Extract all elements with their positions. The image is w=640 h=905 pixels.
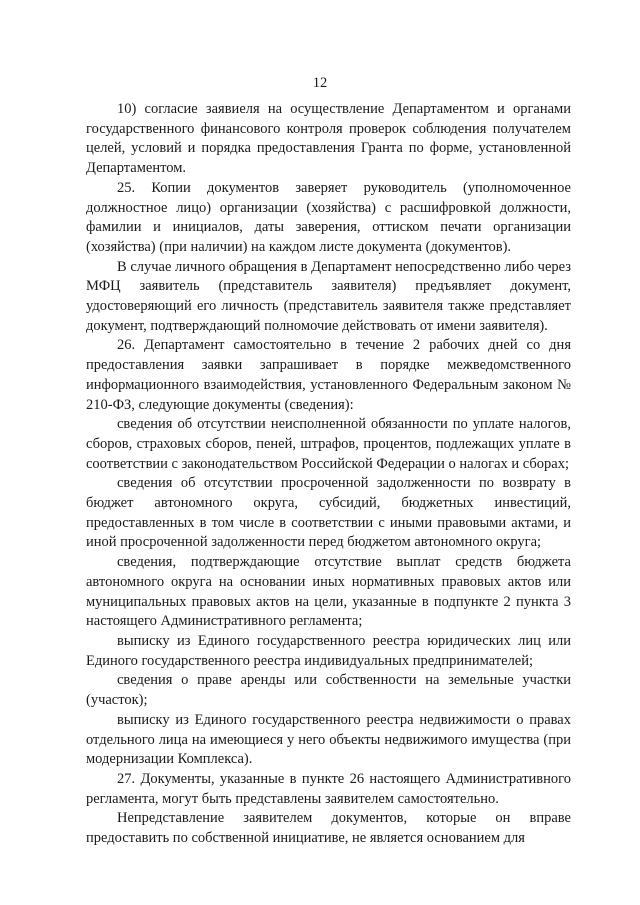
paragraph-payments-info: сведения, подтверждающие отсутствие выплат средств бюджета автономного округа на основании иных нормативных правовых актов или муниципальных правовых актов на цели, указанные в подпункте 2 пункта 3 настоящего Административного регламента; (86, 554, 571, 630)
paragraph-debt-info: сведения об отсутствии просроченной задолженности по возврату в бюджет автономного округа, субсидий, бюджетных инвестиций, предоставленных в том числе в соответствии с иными правовыми актами, и иной просроченной задолженности перед бюджетом автономного округа; (86, 475, 571, 551)
paragraph-tax-info: сведения об отсутствии неисполненной обязанности по уплате налогов, сборов, страховых сборов, пеней, штрафов, процентов, подлежащих уплате в соответствии с законодательством Российской Федерации о налогах и сборах; (86, 416, 571, 472)
page-number: 12 (312, 75, 328, 91)
paragraph-non-submission: Непредставление заявителем документов, которые он вправе предоставить по собственной инициативе, не является основанием для (86, 810, 571, 847)
paragraph-26: 26. Департамент самостоятельно в течение 2 рабочих дней со дня предоставления заявки запрашивает в порядке межведомственного информационного взаимодействия, установленного Федеральным законом № 210-ФЗ, следующие документы (сведения): (86, 337, 571, 413)
paragraph-25: 25. Копии документов заверяет руководитель (уполномоченное должностное лицо) организации (хозяйства) с расшифровкой должности, фамилии и инициалов, даты заверения, оттиском печати организации (хозяйства) (при наличии) на каждом листе документа (документов). (86, 179, 571, 255)
paragraph-land-rights: сведения о праве аренды или собственности на земельные участки (участок); (86, 672, 571, 709)
paragraph-egrn-extract: выписку из Единого государственного реестра недвижимости о правах отдельного лица на имеющиеся у него объекты недвижимого имущества (при модернизации Комплекса). (86, 711, 571, 768)
paragraph-27: 27. Документы, указанные в пункте 26 настоящего Административного регламента, могут быть представлены заявителем самостоятельно. (86, 770, 571, 807)
paragraph-personal-appeal: В случае личного обращения в Департамент непосредственно либо через МФЦ заявитель (представитель заявителя) предъявляет документ, удостоверяющий его личность (представитель заявителя также представляет документ, подтверждающий полномочие действовать от имени заявителя). (86, 258, 571, 334)
paragraph-egrul-extract: выписку из Единого государственного реестра юридических лиц или Единого государственного реестра индивидуальных предпринимателей; (86, 632, 571, 669)
paragraph-consent: 10) согласие заявиеля на осуществление Департаментом и органами государственного финансового контроля проверок соблюдения получателем целей, условий и порядка предоставления Гранта по форме, установленной Департаментом. (86, 101, 571, 177)
document-body (86, 100, 571, 849)
